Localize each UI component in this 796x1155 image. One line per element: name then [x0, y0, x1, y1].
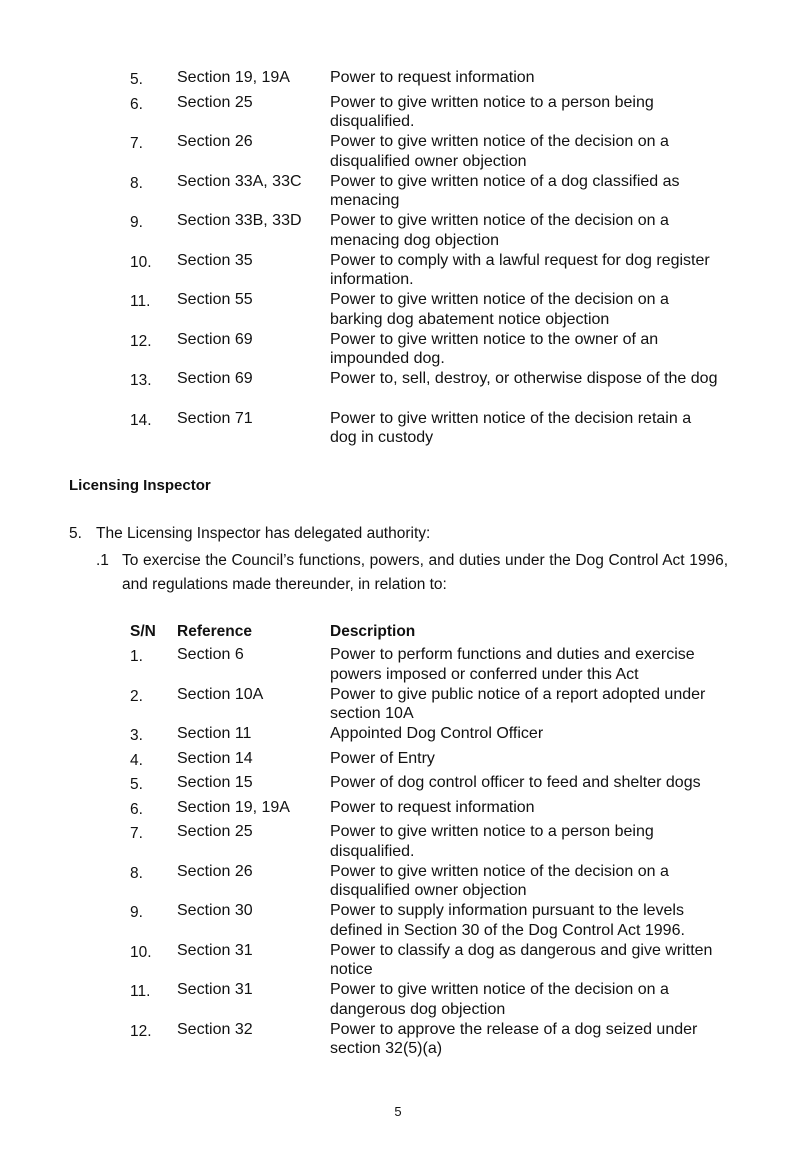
row-description: Power to comply with a lawful request for dog register information.: [330, 251, 710, 288]
row-serial-number: 8.: [130, 864, 143, 882]
row-reference: Section 15: [177, 774, 253, 791]
row-reference: Section 10A: [177, 685, 264, 703]
row-reference: Section 33A, 33C: [177, 172, 302, 190]
row-reference: Section 26: [177, 862, 253, 880]
page-number: 5: [394, 1104, 402, 1119]
table-row: [130, 172, 730, 212]
table-row: [130, 251, 730, 291]
row-serial-number: 14.: [130, 411, 152, 429]
table-row: [130, 862, 730, 902]
row-serial-number: 8.: [130, 174, 143, 192]
table-row: [130, 941, 730, 981]
table-2-header: [130, 623, 730, 643]
table-row: [130, 822, 730, 862]
row-reference: Section 33B, 33D: [177, 212, 302, 229]
row-serial-number: 9.: [130, 214, 143, 231]
row-serial-number: 5.: [130, 776, 143, 793]
row-description: Power to give written notice to a person being disqualified.: [330, 93, 654, 130]
row-serial-number: 13.: [130, 372, 152, 389]
row-reference: Section 31: [177, 981, 253, 998]
table-row: [130, 724, 730, 749]
row-reference: Section 19, 19A: [177, 69, 290, 86]
row-description: Power to give written notice of the decision on a disqualified owner objection: [330, 862, 669, 899]
delegation-table-2: [130, 645, 730, 1059]
row-reference: Section 69: [177, 330, 253, 348]
row-description: Power to approve the release of a dog seized under section 32(5)(a): [330, 1020, 698, 1057]
table-row: [130, 68, 730, 93]
row-description: Power to request information: [330, 69, 535, 86]
table-row: [130, 980, 730, 1020]
paragraph-text: The Licensing Inspector has delegated authority:: [96, 525, 431, 542]
table-row: [130, 645, 730, 685]
row-description: Power to perform functions and duties and exercise powers imposed or conferred under this Act: [330, 646, 695, 683]
row-reference: Section 11: [177, 725, 252, 742]
row-serial-number: 1.: [130, 648, 143, 665]
header-sn: S/N: [130, 623, 156, 640]
row-serial-number: 12.: [130, 1022, 152, 1040]
row-description: Power to request information: [330, 798, 535, 816]
row-serial-number: 10.: [130, 943, 152, 961]
header-reference: Reference: [177, 623, 252, 640]
row-description: Power to give written notice of a dog classified as menacing: [330, 172, 680, 209]
row-reference: Section 71: [177, 409, 253, 427]
row-reference: Section 69: [177, 370, 253, 387]
row-serial-number: 6.: [130, 95, 143, 113]
table-row: [130, 211, 730, 251]
row-description: Power of Entry: [330, 749, 435, 767]
row-serial-number: 11.: [130, 983, 151, 1000]
row-reference: Section 25: [177, 823, 253, 840]
table-row: [130, 685, 730, 725]
row-reference: Section 55: [177, 291, 253, 308]
row-serial-number: 7.: [130, 135, 143, 152]
row-description: Power to, sell, destroy, or otherwise dispose of the dog: [330, 370, 718, 387]
table-row: [130, 901, 730, 941]
subparagraph-text: To exercise the Council’s functions, powers, and duties under the Dog Control Act 1996, and regulations made thereunder, in relation to:: [122, 552, 728, 593]
table-row: [130, 369, 730, 409]
row-serial-number: 12.: [130, 332, 152, 350]
row-description: Appointed Dog Control Officer: [330, 725, 544, 742]
row-serial-number: 2.: [130, 687, 143, 705]
row-description: Power to give written notice of the decision on a disqualified owner objection: [330, 133, 669, 170]
row-description: Power to give public notice of a report adopted under section 10A: [330, 685, 706, 722]
delegation-table-1: [130, 68, 730, 448]
row-reference: Section 32: [177, 1020, 253, 1038]
row-reference: Section 26: [177, 133, 253, 150]
row-serial-number: 10.: [130, 253, 152, 271]
section-heading: Licensing Inspector: [69, 477, 211, 494]
subparagraph-number: .1: [96, 552, 109, 569]
row-serial-number: 11.: [130, 293, 151, 310]
subparagraph-1: [96, 549, 728, 597]
row-description: Power to classify a dog as dangerous and give written notice: [330, 941, 713, 978]
row-serial-number: 3.: [130, 727, 143, 744]
table-row: [130, 290, 730, 330]
row-description: Power to give written notice of the decision on a menacing dog objection: [330, 212, 669, 249]
row-reference: Section 14: [177, 749, 253, 767]
table-row: [130, 798, 730, 823]
row-reference: Section 35: [177, 251, 253, 269]
row-description: Power to give written notice of the decision on a dangerous dog objection: [330, 981, 669, 1018]
row-serial-number: 7.: [130, 825, 143, 842]
row-reference: Section 31: [177, 941, 253, 959]
row-description: Power to give written notice of the decision retain a dog in custody: [330, 409, 692, 446]
table-row: [130, 409, 730, 449]
table-row: [130, 1020, 730, 1060]
table-row: [130, 93, 730, 133]
row-serial-number: 5.: [130, 71, 143, 88]
row-description: Power to supply information pursuant to the levels defined in Section 30 of the Dog Control Act 1996.: [330, 902, 685, 939]
row-reference: Section 6: [177, 646, 244, 663]
row-description: Power to give written notice to a person being disqualified.: [330, 823, 654, 860]
row-reference: Section 19, 19A: [177, 798, 290, 816]
table-row: [130, 773, 730, 798]
paragraph-number: 5.: [69, 525, 82, 542]
row-reference: Section 25: [177, 93, 253, 111]
table-row: [130, 132, 730, 172]
row-description: Power of dog control officer to feed and shelter dogs: [330, 774, 701, 791]
row-serial-number: 9.: [130, 904, 143, 921]
table-row: [130, 749, 730, 774]
row-reference: Section 30: [177, 902, 253, 919]
header-description: Description: [330, 623, 416, 640]
row-description: Power to give written notice of the decision on a barking dog abatement notice objection: [330, 291, 669, 328]
row-serial-number: 4.: [130, 751, 143, 769]
row-description: Power to give written notice to the owner of an impounded dog.: [330, 330, 659, 367]
row-serial-number: 6.: [130, 800, 143, 818]
table-row: [130, 330, 730, 370]
